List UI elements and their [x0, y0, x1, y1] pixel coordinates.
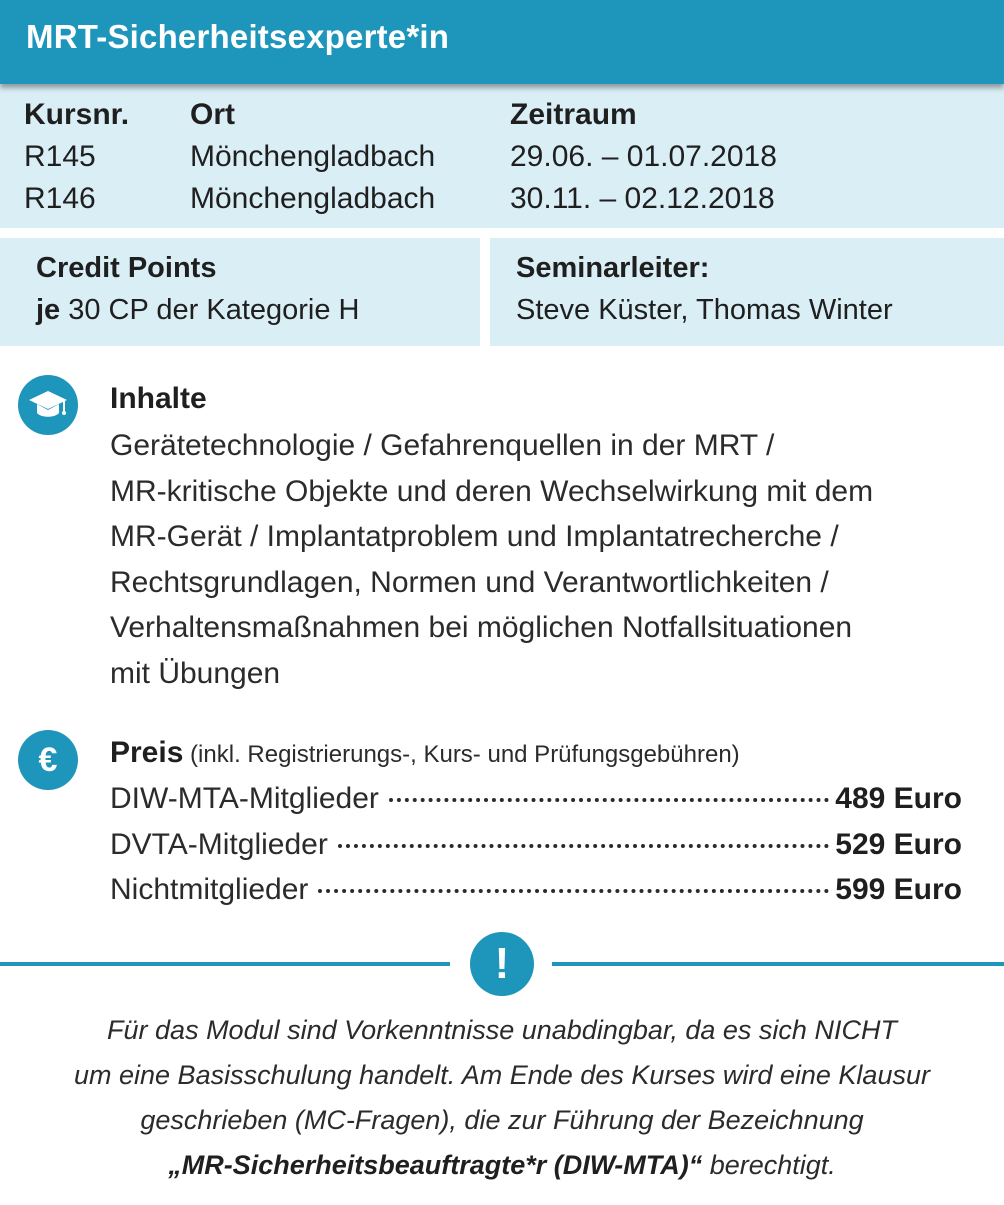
dot-leader: [318, 889, 829, 893]
contents-line: MR-Gerät / Implantatproblem und Implantatrecherche /: [110, 520, 839, 553]
location-header: Ort: [190, 98, 235, 131]
course-number-column: [24, 94, 129, 220]
contents-line: Verhaltensmaßnahmen bei möglichen Notfallsituationen: [110, 611, 853, 644]
title-bar: [0, 0, 1004, 84]
credit-points-title: Credit Points: [36, 252, 217, 284]
credit-points-box: [0, 238, 480, 346]
pricing-title: Preis: [110, 736, 184, 769]
price-row: [110, 828, 962, 868]
period-cell: 29.06. – 01.07.2018: [510, 140, 777, 173]
period-column: [510, 94, 777, 220]
course-number-header: Kursnr.: [24, 98, 130, 131]
price-value: 599 Euro: [835, 873, 962, 906]
contents-text: [110, 423, 990, 696]
course-dates-panel: [0, 84, 1004, 228]
credit-points-value: 30 CP der Kategorie H: [60, 294, 360, 326]
seminar-leader-title: Seminarleiter:: [516, 252, 710, 284]
contents-line: Rechtsgrundlagen, Normen und Verantwortlichkeiten /: [110, 565, 829, 599]
graduation-cap-icon: [18, 375, 78, 435]
price-value: 529 Euro: [835, 828, 962, 861]
credit-points-text: [36, 294, 360, 327]
notice-line: Für das Modul sind Vorkenntnisse unabdingbar, da es sich NICHT: [107, 1015, 897, 1045]
page-title: MRT-Sicherheitsexperte*in: [26, 18, 450, 55]
notice-line: [0, 1143, 1004, 1188]
price-label: DVTA-Mitglieder: [110, 828, 328, 861]
contents-line: mit Übungen: [110, 656, 281, 690]
dot-leader: [338, 844, 829, 848]
notice-text: [0, 1008, 1004, 1188]
seminar-leader-names: Steve Küster, Thomas Winter: [516, 294, 893, 326]
price-row: [110, 782, 962, 822]
exclamation-icon: !: [470, 932, 534, 996]
credit-points-prefix: je: [36, 294, 61, 326]
notice-line: geschrieben (MC-Fragen), die zur Führung der Bezeichnung: [140, 1105, 864, 1135]
divider-right: [552, 962, 1004, 966]
contents-line: MR-kritische Objekte und deren Wechselwirkung mit dem: [110, 474, 874, 508]
period-cell: 30.11. – 02.12.2018: [510, 182, 775, 215]
location-cell: Mönchengladbach: [190, 140, 436, 173]
pricing-heading: [110, 736, 740, 770]
location-column: [190, 94, 435, 220]
divider-left: [0, 962, 450, 966]
course-number-cell: R145: [24, 140, 96, 173]
dot-leader: [389, 798, 829, 802]
notice-designation: „MR-Sicherheitsbeauftragte*r (DIW-MTA)“: [168, 1150, 703, 1180]
course-number-cell: R146: [24, 182, 96, 215]
location-cell: Mönchengladbach: [190, 182, 436, 215]
notice-line: um eine Basisschulung handelt. Am Ende des Kurses wird eine Klausur: [74, 1060, 930, 1090]
contents-title: Inhalte: [110, 382, 207, 415]
price-label: DIW-MTA-Mitglieder: [110, 782, 379, 815]
period-header: Zeitraum: [510, 98, 637, 131]
contents-line: Gerätetechnologie / Gefahrenquellen in der MRT /: [110, 429, 775, 462]
euro-icon: €: [18, 730, 78, 790]
price-value: 489 Euro: [835, 782, 962, 815]
notice-line-end: berechtigt.: [702, 1150, 836, 1180]
pricing-note: (inkl. Registrierungs-, Kurs- und Prüfungsgebühren): [183, 741, 740, 768]
price-label: Nichtmitglieder: [110, 873, 309, 906]
seminar-leader-box: [490, 238, 1004, 346]
price-row: [110, 873, 962, 913]
